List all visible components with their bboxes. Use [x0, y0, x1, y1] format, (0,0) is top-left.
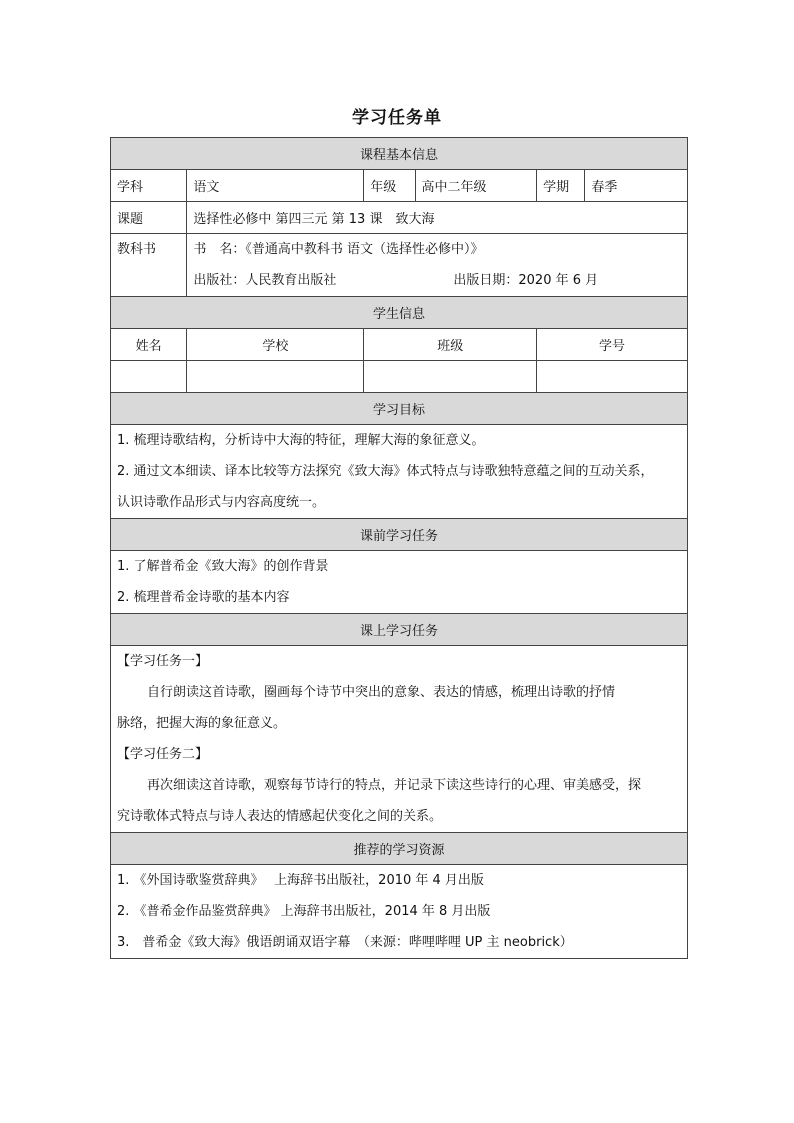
- publisher-row: [193, 265, 681, 296]
- grade-label: 年级: [364, 170, 415, 202]
- subject-value: 语文: [187, 170, 364, 202]
- term-value: 春季: [585, 170, 688, 202]
- student-id-field[interactable]: [537, 361, 688, 393]
- resource-item-1: 1. 《外国诗歌鉴赏辞典》 上海辞书出版社，2010 年 4 月出版: [117, 873, 484, 888]
- textbook-label: [111, 234, 187, 297]
- objectives-header: 学习目标: [111, 393, 688, 425]
- in-class-header: 课上学习任务: [111, 614, 688, 646]
- textbook-info: [187, 234, 688, 297]
- objective-2-line-1: 2. 通过文本细读、译本比较等方法探究《致大海》体式特点与诗歌独特意蕴之间的互动关系，: [117, 464, 654, 479]
- resources-header: 推荐的学习资源: [111, 833, 688, 865]
- term-label: 学期: [537, 170, 585, 202]
- course-info-header: 课程基本信息: [111, 138, 688, 170]
- resource-item-2: 2. 《普希金作品鉴赏辞典》 上海辞书出版社，2014 年 8 月出版: [117, 904, 491, 919]
- objective-1: 1. 梳理诗歌结构，分析诗中大海的特征，理解大海的象征意义。: [117, 433, 485, 448]
- student-info-header: 学生信息: [111, 297, 688, 329]
- student-col-school: 学校: [187, 329, 364, 361]
- student-col-name: 姓名: [111, 329, 187, 361]
- lesson-value: 选择性必修中 第四三元 第 13 课 致大海: [187, 202, 688, 234]
- task-sheet-table: [110, 137, 688, 959]
- student-class-field[interactable]: [364, 361, 537, 393]
- resources-content: [111, 865, 688, 959]
- book-name: 书 名：《普通高中教科书 语文（选择性必修中）》: [193, 242, 484, 257]
- task-1-title: 【学习任务一】: [117, 654, 209, 669]
- student-school-field[interactable]: [187, 361, 364, 393]
- textbook-label-text: 教科书: [117, 242, 157, 257]
- in-class-content: [111, 646, 688, 833]
- lesson-label: 课题: [111, 202, 187, 234]
- pre-class-item-2: 2. 梳理普希金诗歌的基本内容: [117, 590, 290, 605]
- student-col-id: 学号: [537, 329, 688, 361]
- pre-class-content: [111, 551, 688, 614]
- task-2-line-1: 再次细读这首诗歌，观察每节诗行的特点，并记录下读这些诗行的心理、审美感受，探: [147, 778, 642, 793]
- task-1-line-1: 自行朗读这首诗歌，圈画每个诗节中突出的意象、表达的情感，梳理出诗歌的抒情: [147, 685, 616, 700]
- objectives-content: [111, 425, 688, 519]
- subject-label: 学科: [111, 170, 187, 202]
- task-1-line-2: 脉络，把握大海的象征意义。: [117, 716, 287, 731]
- grade-value: 高中二年级: [415, 170, 537, 202]
- student-col-class: 班级: [364, 329, 537, 361]
- task-2-line-2: 究诗歌体式特点与诗人表达的情感起伏变化之间的关系。: [117, 809, 443, 824]
- task-2-title: 【学习任务二】: [117, 747, 209, 762]
- resource-item-3: 3. 普希金《致大海》俄语朗诵双语字幕 （来源：哔哩哔哩 UP 主 neobrick）: [117, 935, 573, 950]
- pub-date: 出版日期：2020 年 6 月: [453, 273, 599, 288]
- objective-2-line-2: 认识诗歌作品形式与内容高度统一。: [117, 495, 326, 510]
- publisher: 出版社：人民教育出版社: [193, 273, 337, 288]
- pre-class-header: 课前学习任务: [111, 519, 688, 551]
- page-title: 学习任务单: [352, 108, 442, 128]
- student-name-field[interactable]: [111, 361, 187, 393]
- pre-class-item-1: 1. 了解普希金《致大海》的创作背景: [117, 559, 329, 574]
